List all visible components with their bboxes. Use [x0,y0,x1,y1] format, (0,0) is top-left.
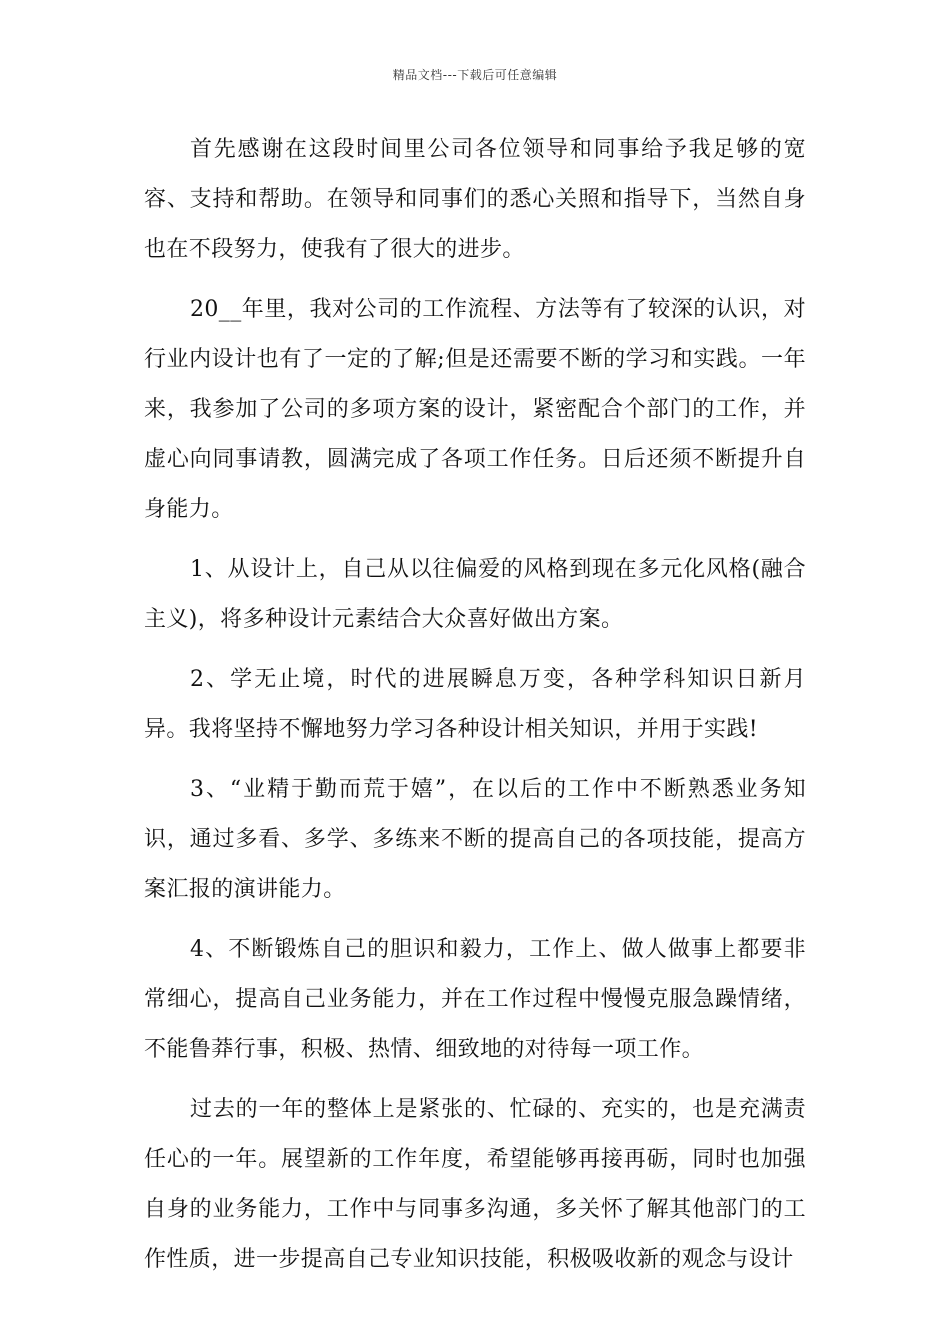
paragraph-point-2: 2、学无止境，时代的进展瞬息万变，各种学科知识日新月异。我将坚持不懈地努力学习各种设计相关知识，并用于实践! [144,667,806,742]
document-body [144,125,806,1295]
paragraph-conclusion: 过去的一年的整体上是紧张的、忙碌的、充实的，也是充满责任心的一年。展望新的工作年度，希望能够再接再砺，同时也加强自身的业务能力，工作中与同事多沟通，多关怀了解其他部门的工作性质，进一步提高自己专业知识技能，积极吸收新的观念与设计 [144,1097,806,1272]
page-header: 精品文档---下载后可任意编辑 [392,68,558,82]
paragraph-point-1: 1、从设计上，自己从以往偏爱的风格到现在多元化风格(融合主义)，将多种设计元素结合大众喜好做出方案。 [144,557,806,632]
paragraph-intro: 首先感谢在这段时间里公司各位领导和同事给予我足够的宽容、支持和帮助。在领导和同事们的悉心关照和指导下，当然自身也在不段努力，使我有了很大的进步。 [144,137,806,262]
paragraph-year-summary: 20__年里，我对公司的工作流程、方法等有了较深的认识，对行业内设计也有了一定的了解;但是还需要不断的学习和实践。一年来，我参加了公司的多项方案的设计，紧密配合个部门的工作，并虚心向同事请教，圆满完成了各项工作任务。日后还须不断提升自身能力。 [144,297,806,522]
paragraph-point-3: 3、“业精于勤而荒于嬉”，在以后的工作中不断熟悉业务知识，通过多看、多学、多练来不断的提高自己的各项技能，提高方案汇报的演讲能力。 [144,777,806,902]
paragraph-point-4: 4、不断锻炼自己的胆识和毅力，工作上、做人做事上都要非常细心，提高自己业务能力，并在工作过程中慢慢克服急躁情绪，不能鲁莽行事，积极、热情、细致地的对待每一项工作。 [144,937,806,1062]
